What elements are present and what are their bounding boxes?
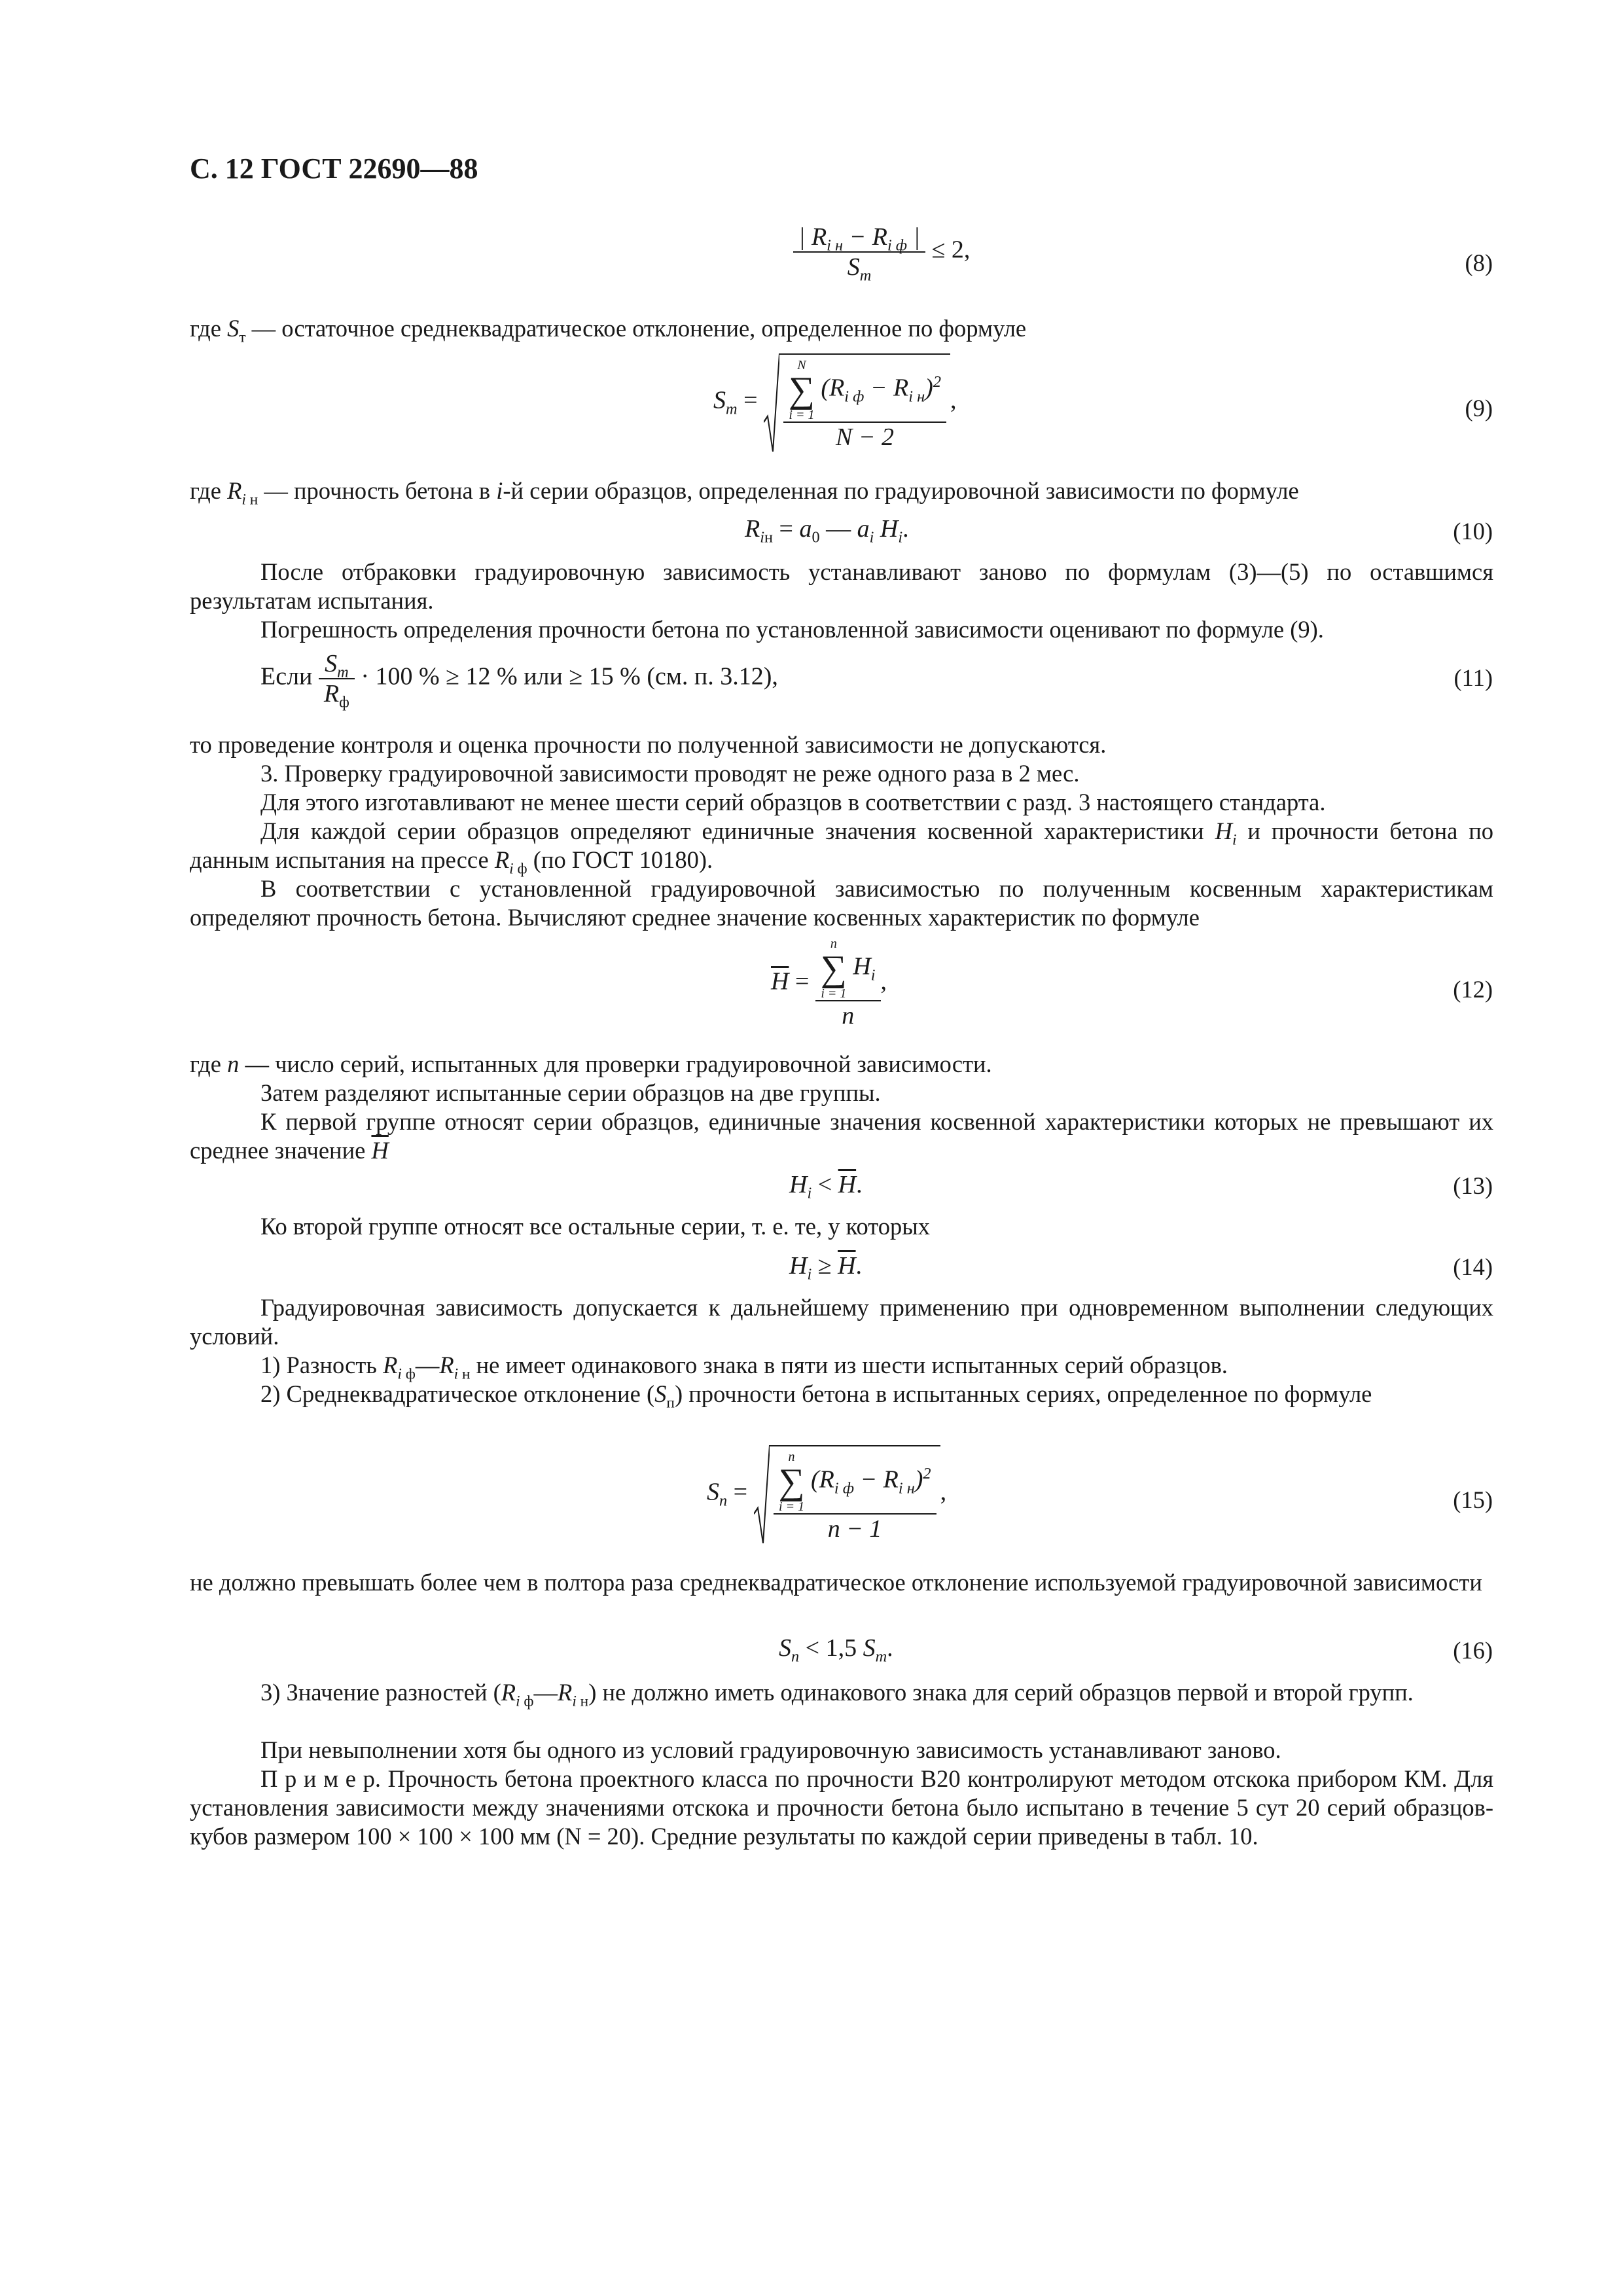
paragraph-group1: К первой группе относят серии образцов, единичные значения косвенной характеристики которых не превышают их среднее значение $\overline{H}$ xyxy=(190,1108,1493,1164)
formula-9: $S_т$ = N ∑ i = 1 $(R_{i ф} - R_{i н})^2$ N − 2 , xyxy=(713,353,956,452)
paragraph-3: 3. Проверку градуировочной зависимости проводят не реже одного раза в 2 мес. xyxy=(260,760,1080,787)
paragraph-rin-definition: где $R_i$ $_н$ — прочность бетона в i-й серии образцов, определенная по градуировочной зависимости по формуле xyxy=(190,477,1299,509)
paragraph-group2: Ко второй группе относят все остальные серии, т. е. те, у которых xyxy=(260,1213,930,1240)
paragraph-condition-2: 2) Среднеквадратическое отклонение $(S_п)$ прочности бетона в испытанных сериях, определенное по формуле xyxy=(260,1380,1372,1412)
equation-number: (13) xyxy=(1453,1172,1493,1199)
equation-number: (8) xyxy=(1465,249,1493,276)
equation-number: (9) xyxy=(1465,395,1493,422)
equation-number: (12) xyxy=(1453,976,1493,1003)
page-header: С. 12 ГОСТ 22690—88 xyxy=(190,152,478,185)
paragraph-not-exceed: не должно превышать более чем в полтора раза среднеквадратическое отклонение используемой градуировочной зависимости xyxy=(190,1569,1482,1596)
formula-15: $S_п$ = n ∑ i = 1 $(R_{i ф} - R_{i н})^2$ n − 1 , xyxy=(707,1445,946,1543)
paragraph-st-definition: где $S_т$ — остаточное среднеквадратическое отклонение, определенное по формуле xyxy=(190,315,1027,346)
formula-16: $S_п < 1,5$ $S_т$. xyxy=(779,1634,893,1666)
paragraph-control: то проведение контроля и оценка прочности по полученной зависимости не допускаются. xyxy=(190,731,1107,758)
formula-12: $\overline{H}$ = n ∑ i = 1 $H_i$ n , xyxy=(771,937,887,1030)
equation-number: (10) xyxy=(1453,518,1493,545)
paragraph-after-reject: После отбраковки градуировочную зависимость устанавливают заново по формулам (3)—(5) по оставшимся результатам испытания. xyxy=(190,558,1493,614)
paragraph-each: Для каждой серии образцов определяют единичные значения косвенной характеристики $H_i$ и прочности бетона по данным испытания на прессе $R_i$ $_ф$ (по ГОСТ 10180). xyxy=(190,817,1493,878)
formula-13: $H_i < \overline{H}$. xyxy=(789,1171,863,1202)
formula-11: Если $\frac{S_т}{R_ф}$ · 100 % ≥ 12 % или ≥ 15 % (см. п. 3.12), xyxy=(260,650,778,711)
paragraph-allowed: Градуировочная зависимость допускается к дальнейшему применению при одновременном выполнении следующих условий. xyxy=(190,1294,1493,1350)
paragraph-six: Для этого изготавливают не менее шести серий образцов в соответствии с разд. 3 настоящего стандарта. xyxy=(260,789,1326,816)
formula-10: $R_{iн} = a_0$ — $a_i$ $H_i$. xyxy=(745,515,909,547)
equation-number: (11) xyxy=(1454,664,1493,691)
equation-number: (14) xyxy=(1453,1253,1493,1280)
paragraph-condition-1: 1) Разность $R_i$ $_ф—R_i$ $_н$ не имеет одинакового знака в пяти из шести испытанных серий образцов. xyxy=(260,1352,1228,1383)
paragraph-split: Затем разделяют испытанные серии образцов на две группы. xyxy=(260,1079,881,1106)
paragraph-condition-3: 3) Значение разностей ($R_i$ $_ф—R_i$ $_н$) не должно иметь одинакового знака для серий образцов первой и второй групп. xyxy=(260,1679,1414,1710)
paragraph-accord: В соответствии с установленной градуировочной зависимостью по полученным косвенным характеристикам определяют прочность бетона. Вычисляют среднее значение косвенных характеристик по формуле xyxy=(190,875,1493,931)
equation-number: (16) xyxy=(1453,1637,1493,1664)
paragraph-error: Погрешность определения прочности бетона по установленной зависимости оценивают по формуле (9). xyxy=(260,616,1324,643)
paragraph-example: П р и м е р. Прочность бетона проектного класса по прочности В20 контролируют методом отскока прибором КМ. Для установления зависимости между значениями отскока и прочности бетона было испытано в течение 5 сут 20 серий образцов-кубов размером 100 × 100 × 100 мм (N = 20). Средние результаты по каждой серии приведены в табл. 10. xyxy=(190,1765,1493,1850)
formula-14: $H_i \ge \overline{H}$. xyxy=(789,1252,863,1283)
paragraph-fail: При невыполнении хотя бы одного из условий градуировочную зависимость устанавливают заново. xyxy=(260,1736,1281,1763)
equation-number: (15) xyxy=(1453,1486,1493,1513)
formula-8: $\frac{| R_{i н} - R_{i ф} |}{S_т}$ ≤ 2, xyxy=(793,223,970,281)
paragraph-n-definition: где n — число серий, испытанных для проверки градуировочной зависимости. xyxy=(190,1050,992,1077)
